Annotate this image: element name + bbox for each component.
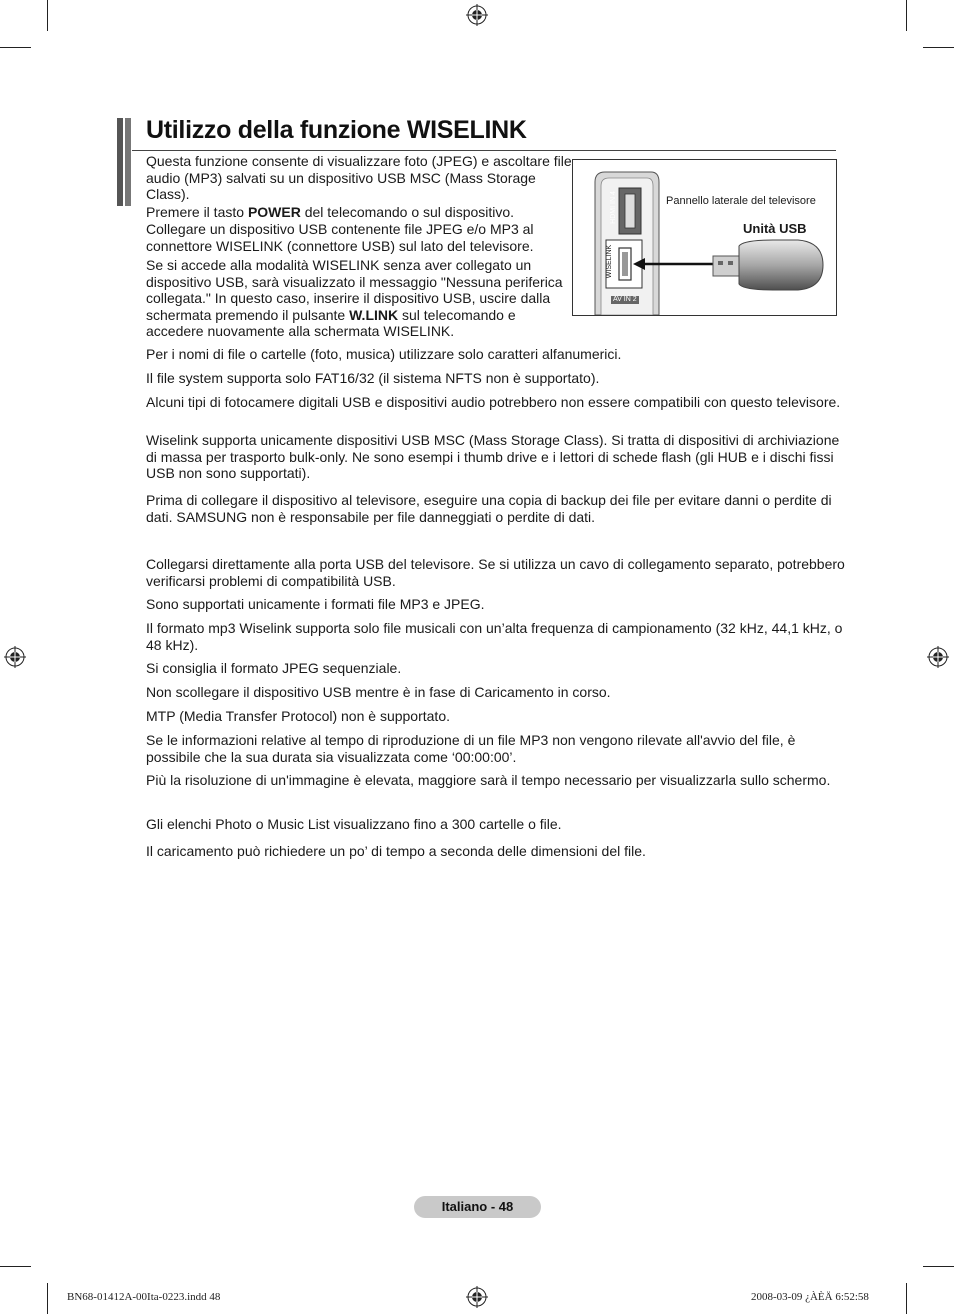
intro-text: del telecomando o sul dispositivo. [300, 204, 515, 220]
note-paragraph: Gli elenchi Photo o Music List visualizzano fino a 300 cartelle o file. [146, 816, 562, 832]
note-paragraph: MTP (Media Transfer Protocol) non è supportato. [146, 708, 450, 724]
note-paragraph: Il caricamento può richiedere un po’ di tempo a seconda delle dimensioni del file. [146, 843, 646, 859]
registration-mark-icon [927, 646, 949, 668]
intro-text: Premere il tasto [146, 204, 248, 220]
note-paragraph: Collegarsi direttamente alla porta USB del televisore. Se si utilizza un cavo di collegamento separato, potrebbero verificarsi problemi di compatibilità USB. [146, 556, 845, 589]
crop-mark [906, 0, 907, 31]
intro-paragraph [146, 257, 574, 340]
crop-mark [47, 1283, 48, 1314]
usb-drive-icon [573, 160, 836, 315]
intro-text: Collegare un dispositivo USB contenente file JPEG e/o MP3 al connettore WISELINK (connettore USB) sul lato del televisore. [146, 221, 534, 254]
note-paragraph: Sono supportati unicamente i formati file MP3 e JPEG. [146, 596, 485, 612]
print-slug-right: 2008-03-09 ¿ÀÈÄ 6:52:58 [751, 1291, 869, 1303]
crop-mark [0, 1266, 31, 1267]
note-paragraph: Alcuni tipi di fotocamere digitali USB e dispositivi audio potrebbero non essere compatibili con questo televisore. [146, 394, 841, 410]
registration-mark-icon [466, 1286, 488, 1308]
port-label-av: AV IN 2 [613, 296, 637, 303]
note-paragraph: Il file system supporta solo FAT16/32 (il sistema NFTS non è supportato). [146, 370, 600, 386]
port-label-hdmi: HDMI IN 4 [609, 191, 617, 224]
intro-paragraph [146, 221, 576, 254]
page-number-badge: Italiano - 48 [414, 1196, 541, 1218]
note-paragraph: Il formato mp3 Wiselink supporta solo file musicali con un’alta frequenza di campionamento (32 kHz, 44,1 kHz, o 48 kHz). [146, 620, 843, 653]
intro-text: Questa funzione consente di visualizzare foto (JPEG) e ascoltare file audio (MP3) salvati su un dispositivo USB MSC (Mass Storage Class). [146, 153, 572, 203]
usb-connection-illustration [572, 159, 837, 316]
side-panel-label: Pannello laterale del televisore [666, 195, 816, 207]
intro-bold-key: POWER [247, 204, 301, 220]
print-slug-left: BN68-01412A-00Ita-0223.indd 48 [67, 1291, 221, 1303]
title-accent-bar [117, 118, 123, 206]
crop-mark [923, 47, 954, 48]
note-paragraph: Per i nomi di file o cartelle (foto, musica) utilizzare solo caratteri alfanumerici. [146, 346, 622, 362]
crop-mark [923, 1266, 954, 1267]
note-paragraph: Non scollegare il dispositivo USB mentre è in fase di Caricamento in corso. [146, 684, 611, 700]
port-label-wiselink: WISELINK [606, 244, 614, 279]
note-paragraph: Prima di collegare il dispositivo al televisore, eseguire una copia di backup dei file per evitare danni o perdite di dati. SAMSUNG non è responsabile per file danneggiati o perdite di dati. [146, 492, 832, 525]
usb-drive-label: Unità USB [743, 221, 807, 236]
crop-mark [47, 0, 48, 31]
intro-text: sul telecomando e accedere nuovamente alla schermata WISELINK. [146, 306, 516, 340]
title-divider [132, 150, 836, 151]
intro-paragraph [146, 153, 576, 203]
note-paragraph: Wiselink supporta unicamente dispositivi USB MSC (Mass Storage Class). Si tratta di dispositivi di archiviazione di massa per trasporto bulk-only. Ne sono esempi i thumb drive e i lettori di schede flash (gli HUB e i dischi fissi USB non sono supportati). [146, 432, 840, 482]
intro-text: Se si accede alla modalità WISELINK senza aver collegato un dispositivo USB, sarà visualizzato il messaggio "Nessuna periferica collegata." In questo caso, inserire il dispositivo USB, uscire dalla schermata premendo il pulsante [146, 257, 563, 323]
crop-mark [0, 47, 31, 48]
note-paragraph: Se le informazioni relative al tempo di riproduzione di un file MP3 non vengono rilevate all'avvio del file, è possibile che la sua durata sia visualizzata come ‘00:00:00’. [146, 732, 796, 765]
title-accent-bar [125, 118, 131, 206]
crop-mark [906, 1283, 907, 1314]
intro-bold-key: W.LINK [349, 306, 399, 323]
intro-paragraph [146, 204, 576, 221]
registration-mark-icon [4, 646, 26, 668]
registration-mark-icon [466, 4, 488, 26]
page-title: Utilizzo della funzione WISELINK [146, 116, 527, 144]
note-paragraph: Si consiglia il formato JPEG sequenziale. [146, 660, 402, 676]
note-paragraph: Più la risoluzione di un'immagine è elevata, maggiore sarà il tempo necessario per visualizzarla sullo schermo. [146, 772, 831, 788]
